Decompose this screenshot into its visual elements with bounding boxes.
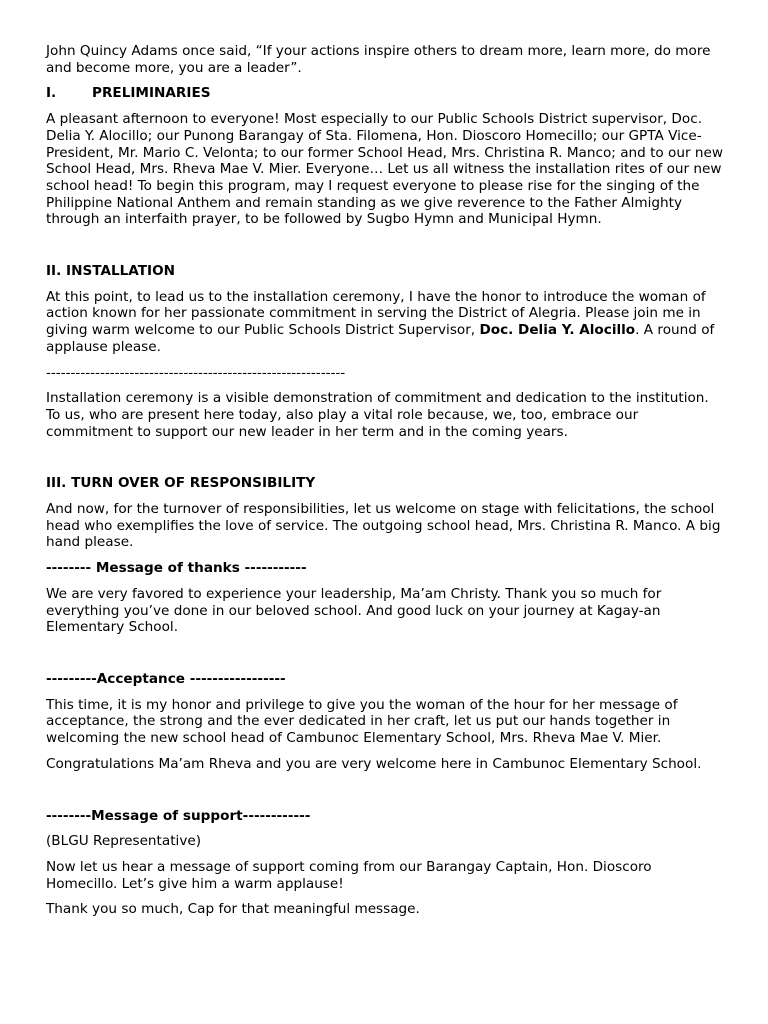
section-heading-turnover: III. TURN OVER OF RESPONSIBILITY bbox=[46, 475, 316, 492]
support-paragraph: Now let us hear a message of support coming from our Barangay Captain, Hon. Dioscoro Homecillo. Let’s give him a warm applause! bbox=[46, 858, 652, 892]
supervisor-name: Doc. Delia Y. Alocillo bbox=[479, 322, 636, 339]
thanks-paragraph: We are very favored to experience your leadership, Ma’am Christy. Thank you so much for everything you’ve done in our beloved school. And good luck on your journey at Kagay-an Elementary School. bbox=[46, 585, 662, 636]
section-heading-preliminaries bbox=[46, 85, 726, 102]
congrats-paragraph: Congratulations Ma’am Rheva and you are very welcome here in Cambunoc Elementary School. bbox=[46, 755, 702, 772]
section-number: I. bbox=[46, 85, 57, 102]
acceptance-paragraph: This time, it is my honor and privilege to give you the woman of the hour for her message of acceptance, the strong and the ever dedicated in her craft, let us put our hands together in welcoming the new school head of Cambunoc Elementary School, Mrs. Rheva Mae V. Mier. bbox=[46, 696, 678, 747]
installation-text-end: . A round of applause please. bbox=[46, 322, 715, 355]
support-heading: --------Message of support------------ bbox=[46, 807, 311, 824]
support-note: (BLGU Representative) bbox=[46, 833, 202, 850]
installation-text-start: At this point, to lead us to the installation ceremony, I have the honor to introduce the woman of action known for her passionate commitment in serving the District of Alegria. Please join me in giving warm welcome to our Public Schools District Supervisor, bbox=[46, 288, 706, 339]
closing-paragraph: Thank you so much, Cap for that meaningful message. bbox=[46, 901, 420, 918]
section-title: PRELIMINARIES bbox=[92, 85, 211, 102]
document-page bbox=[46, 43, 726, 918]
acceptance-heading: ---------Acceptance ----------------- bbox=[46, 670, 286, 687]
section-heading-installation: II. INSTALLATION bbox=[46, 263, 176, 280]
installation-paragraph bbox=[46, 289, 726, 356]
divider-line: ------------------------------------------------------------- bbox=[46, 364, 346, 381]
preliminaries-paragraph: A pleasant afternoon to everyone! Most especially to our Public Schools District supervisor, Doc. Delia Y. Alocillo; our Punong Barangay of Sta. Filomena, Hon. Dioscoro Homecillo; our GPTA Vice- President, Mr. Mario C. Velonta; to our former School Head, Mrs. Christina R. Manco; and to our new School Head, Mrs. Rheva Mae V. Mier. Everyone… Let us all witness the installation rites of our new school head! To begin this program, may I request everyone to please rise for the singing of the Philippine National Anthem and remain standing as we give reverence to the Father Almighty through an interfaith prayer, to be followed by Sugbo Hymn and Municipal Hymn. bbox=[46, 111, 723, 228]
installation-paragraph-2: Installation ceremony is a visible demonstration of commitment and dedication to the institution. To us, who are present here today, also play a vital role because, we, too, embrace our commitment to support our new leader in her term and in the coming years. bbox=[46, 390, 709, 440]
thanks-heading: -------- Message of thanks ----------- bbox=[46, 560, 307, 577]
turnover-paragraph: And now, for the turnover of responsibilities, let us welcome on stage with felicitations, the school head who exemplifies the love of service. The outgoing school head, Mrs. Christina R. Manco. A big hand please. bbox=[46, 501, 721, 551]
opening-quote: John Quincy Adams once said, “If your actions inspire others to dream more, learn more, do more and become more, you are a leader”. bbox=[46, 43, 711, 76]
